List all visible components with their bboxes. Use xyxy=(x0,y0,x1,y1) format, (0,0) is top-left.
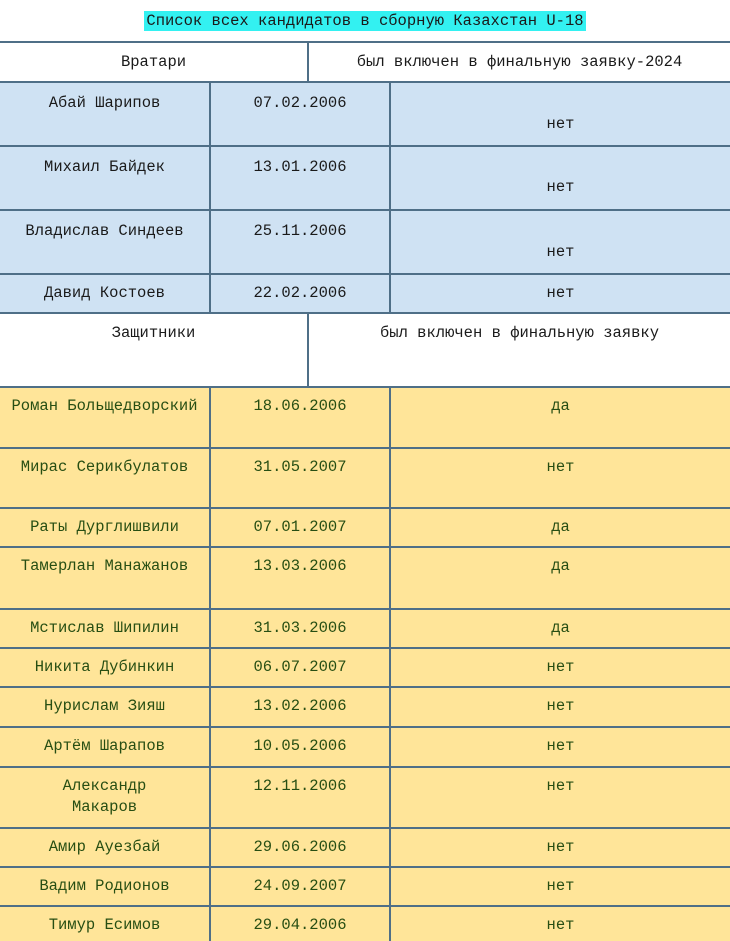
table-row xyxy=(0,548,730,608)
player-included: да xyxy=(391,610,730,647)
table-row xyxy=(0,275,730,312)
player-birthdate: 13.01.2006 xyxy=(211,147,391,209)
player-included: нет xyxy=(391,147,730,209)
player-birthdate: 31.03.2006 xyxy=(211,610,391,647)
player-included: нет xyxy=(391,768,730,827)
table-row xyxy=(0,147,730,209)
player-name: Амир Ауезбай xyxy=(0,829,211,866)
player-birthdate: 06.07.2007 xyxy=(211,649,391,686)
player-name: Александр Макаров xyxy=(0,768,211,827)
player-birthdate: 29.06.2006 xyxy=(211,829,391,866)
table-row xyxy=(0,868,730,905)
player-name: Мстислав Шипилин xyxy=(0,610,211,647)
table-row xyxy=(0,388,730,447)
defenders-header-row xyxy=(0,314,730,386)
player-included: нет xyxy=(391,211,730,273)
player-birthdate: 31.05.2007 xyxy=(211,449,391,507)
player-birthdate: 25.11.2006 xyxy=(211,211,391,273)
table-row xyxy=(0,83,730,145)
player-included: нет xyxy=(391,688,730,726)
player-name: Раты Дурглишвили xyxy=(0,509,211,546)
defenders-header: Защитники xyxy=(0,314,309,386)
table-title-row xyxy=(0,0,730,43)
player-name: Нурислам Зияш xyxy=(0,688,211,726)
player-included: да xyxy=(391,509,730,546)
player-name: Роман Больщедворский xyxy=(0,388,211,447)
player-included: да xyxy=(391,548,730,608)
table-row xyxy=(0,907,730,941)
player-first-name: Тамерлан Манажанов xyxy=(20,557,189,575)
table-row xyxy=(0,610,730,647)
player-birthdate: 29.04.2006 xyxy=(211,907,391,941)
player-included: нет xyxy=(391,83,730,145)
player-included: нет xyxy=(391,728,730,766)
table-row xyxy=(0,688,730,726)
player-name: Владислав Синдеев xyxy=(0,211,211,273)
player-name: Вадим Родионов xyxy=(0,868,211,905)
goalkeepers-included-header: был включен в финальную заявку-2024 xyxy=(309,43,730,81)
goalkeepers-header-row xyxy=(0,43,730,81)
player-birthdate: 18.06.2006 xyxy=(211,388,391,447)
table-row xyxy=(0,449,730,507)
player-birthdate: 24.09.2007 xyxy=(211,868,391,905)
player-birthdate: 13.03.2006 xyxy=(211,548,391,608)
player-birthdate: 07.01.2007 xyxy=(211,509,391,546)
player-name: Артём Шарапов xyxy=(0,728,211,766)
defenders-included-header: был включен в финальную заявку xyxy=(309,314,730,386)
table-row xyxy=(0,649,730,686)
player-birthdate: 22.02.2006 xyxy=(211,275,391,312)
player-name: Давид Костоев xyxy=(0,275,211,312)
player-included: да xyxy=(391,388,730,447)
player-name xyxy=(0,548,211,608)
player-included: нет xyxy=(391,829,730,866)
player-included: нет xyxy=(391,868,730,905)
player-included: нет xyxy=(391,275,730,312)
player-birthdate: 10.05.2006 xyxy=(211,728,391,766)
player-included: нет xyxy=(391,649,730,686)
goalkeepers-header: Вратари xyxy=(0,43,309,81)
player-name: Мирас Серикбулатов xyxy=(0,449,211,507)
player-name: Тимур Есимов xyxy=(0,907,211,941)
player-birthdate: 13.02.2006 xyxy=(211,688,391,726)
table-title: Список всех кандидатов в сборную Казахстан U-18 xyxy=(146,11,584,30)
player-birthdate: 07.02.2006 xyxy=(211,83,391,145)
table-row xyxy=(0,768,730,827)
player-birthdate: 12.11.2006 xyxy=(211,768,391,827)
player-included: нет xyxy=(391,907,730,941)
player-included: нет xyxy=(391,449,730,507)
table-row xyxy=(0,829,730,866)
player-name: Абай Шарипов xyxy=(0,83,211,145)
table-row xyxy=(0,509,730,546)
player-name: Михаил Байдек xyxy=(0,147,211,209)
table-row xyxy=(0,728,730,766)
table-row xyxy=(0,211,730,273)
player-name: Никита Дубинкин xyxy=(0,649,211,686)
